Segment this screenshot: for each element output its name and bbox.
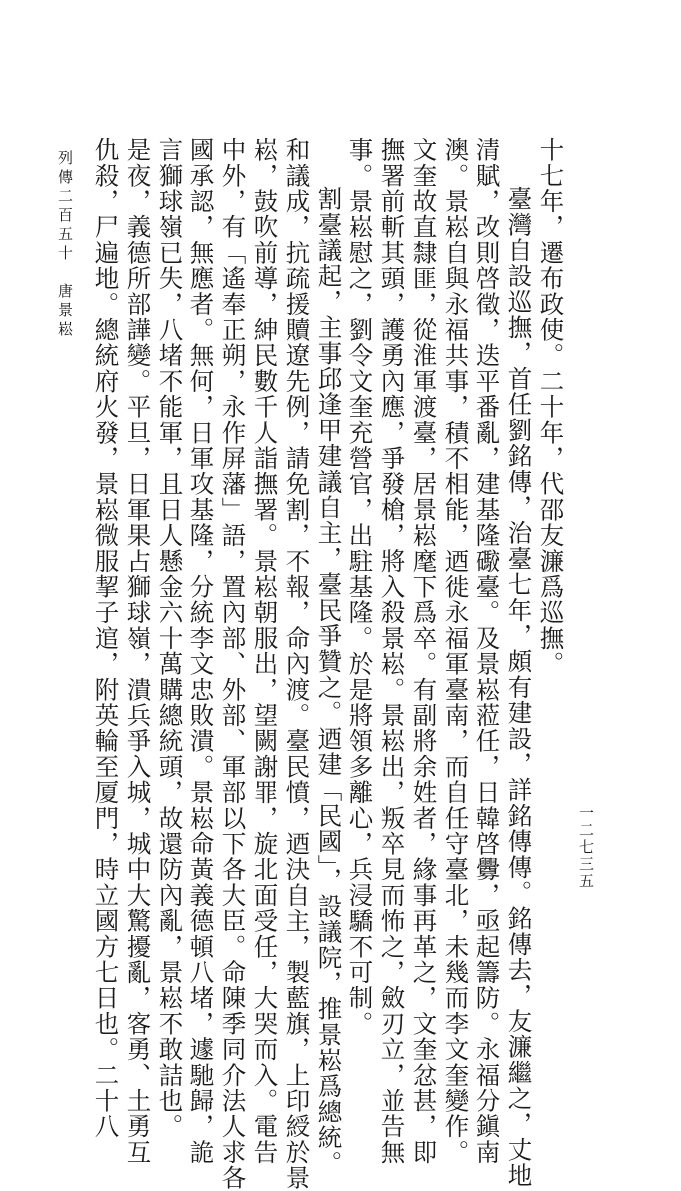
text-column-2: 臺灣自設巡撫，首任劉銘傳，治臺七年，頗有建設，詳銘傳傳。銘傳去，友濂繼之，丈地: [504, 186, 534, 1189]
text-column-6: 撫署前斬其頭，護勇內應，爭發槍，將入殺景崧。景崧出，叛卒見而怖之，斂刃立，並告無: [377, 137, 407, 1165]
text-column-13: 言獅球嶺已失，八堵不能軍，且日人懸金六十萬購總統頭，故還防內亂，景崧不敢詰也。: [155, 137, 185, 1140]
text-column-14: 是夜，義德所部譁變。平旦，日軍果占獅球嶺，潰兵爭入城，城中大驚擾亂，客勇、土勇互: [123, 137, 153, 1165]
text-column-1: 十七年，遷布政使。二十年，代邵友濂爲巡撫。: [536, 137, 566, 677]
text-column-7: 事。景崧慰之，劉令文奎充營官，出駐基隆。於是將領多離心，兵浸驕不可制。: [345, 137, 375, 1037]
text-column-10: 崧，鼓吹前導，紳民數千人詣撫署。景崧朝服出，望闕謝罪，旋北面受任，大哭而入。電告: [250, 137, 280, 1165]
text-column-5: 文奎故直隸匪，從淮軍渡臺，居景崧麾下爲卒。有副將余姓者，緣事再革之，文奎忿甚，即: [409, 137, 439, 1165]
text-column-9: 和議成，抗疏援贖遼先例，請免割，不報，命內渡。臺民憤，迺決自主，製藍旗，上印綬於景: [282, 137, 312, 1191]
page-number: 一二七三五: [577, 805, 595, 890]
running-head: 列傳二百五十 唐景崧: [56, 150, 74, 340]
text-column-8: 割臺議起，主事邱逢甲建議自主，臺民爭贊之。迺建「民國」，設議院，推景崧爲總統。: [314, 186, 344, 1177]
text-column-15: 仇殺，尸遍地。總統府火發，景崧微服挈子逭，附英輪至厦門，時立國方七日也。二十八: [91, 137, 121, 1140]
text-column-12: 國承認，無應者。無何，日軍攻基隆，分統李文忠敗潰。景崧命黃義德頓八堵，遽馳歸，詭: [186, 137, 216, 1165]
text-column-3: 清賦，改則啓徵，迭平番亂，建基隆礮臺。及景崧蒞任，日韓啓釁，亟起籌防。永福分鎭南: [472, 137, 502, 1165]
text-column-4: 澳。景崧自與永福共事，積不相能，迺徙永福軍臺南，而自任守臺北，未幾而李文奎變作。: [441, 137, 471, 1165]
text-column-11: 中外，有「遙奉正朔，永作屏藩」語，置內部、外部、軍部以下各大臣。命陳季同介法人求各: [218, 137, 248, 1191]
